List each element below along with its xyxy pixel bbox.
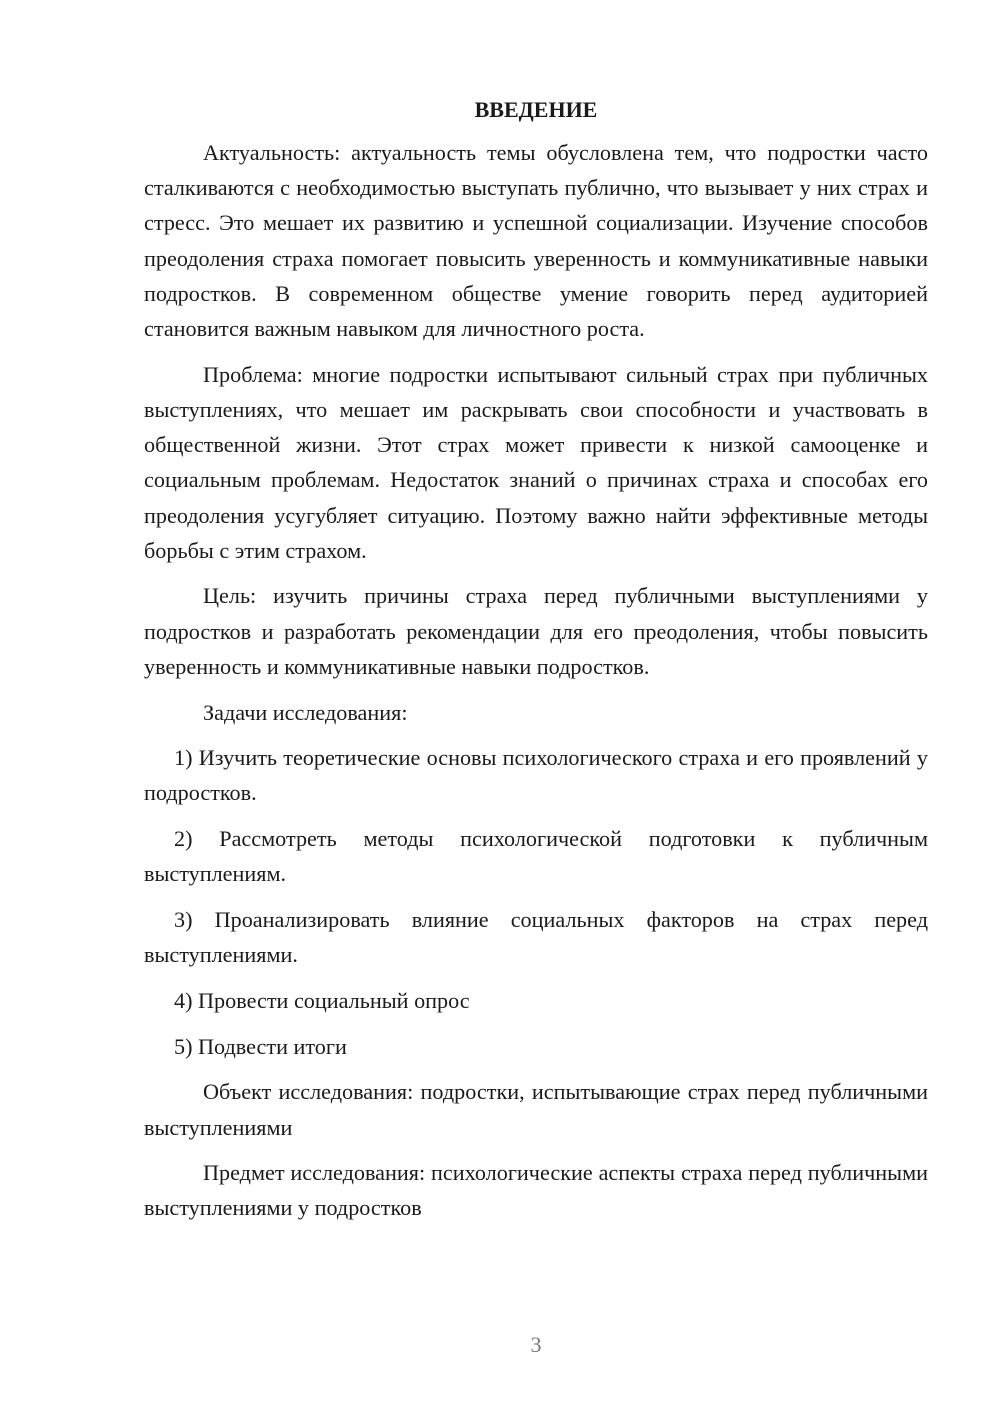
relevance-paragraph: Актуальность: актуальность темы обусловлена тем, что подростки часто сталкиваются с необходимостью выступать публично, что вызывает у них страх и стресс. Это мешает их развитию и успешной социализации. Изучение способов преодоления страха помогает повысить уверенность и коммуникативные навыки подростков. В современном обществе умение говорить перед аудиторией становится важным навыком для личностного роста. <box>144 140 928 342</box>
task-item-1: 1) Изучить теоретические основы психологического страха и его проявлений у подростков. <box>144 745 928 806</box>
task-item-2: 2) Рассмотреть методы психологической подготовки к публичным выступлениям. <box>144 826 928 887</box>
task-item-3: 3) Проанализировать влияние социальных факторов на страх перед выступлениями. <box>144 907 928 968</box>
object-paragraph: Объект исследования: подростки, испытывающие страх перед публичными выступлениями <box>144 1079 928 1140</box>
document-body <box>144 92 928 1236</box>
page-number: 3 <box>530 1332 542 1357</box>
task-item-4: 4) Провести социальный опрос <box>174 987 470 1013</box>
goal-paragraph: Цель: изучить причины страха перед публичными выступлениями у подростков и разработать рекомендации для его преодоления, чтобы повысить уверенность и коммуникативные навыки подростков. <box>144 583 928 679</box>
page-title: ВВЕДЕНИЕ <box>474 97 598 122</box>
tasks-heading: Задачи исследования: <box>203 699 408 725</box>
task-item-5: 5) Подвести итоги <box>174 1033 347 1059</box>
problem-paragraph: Проблема: многие подростки испытывают сильный страх при публичных выступлениях, что мешает им раскрывать свои способности и участвовать в общественной жизни. Этот страх может привести к низкой самооценке и социальным проблемам. Недостаток знаний о причинах страха и способах его преодоления усугубляет ситуацию. Поэтому важно найти эффективные методы борьбы с этим страхом. <box>144 361 928 563</box>
subject-paragraph: Предмет исследования: психологические аспекты страха перед публичными выступлениями у подростков <box>144 1160 928 1221</box>
